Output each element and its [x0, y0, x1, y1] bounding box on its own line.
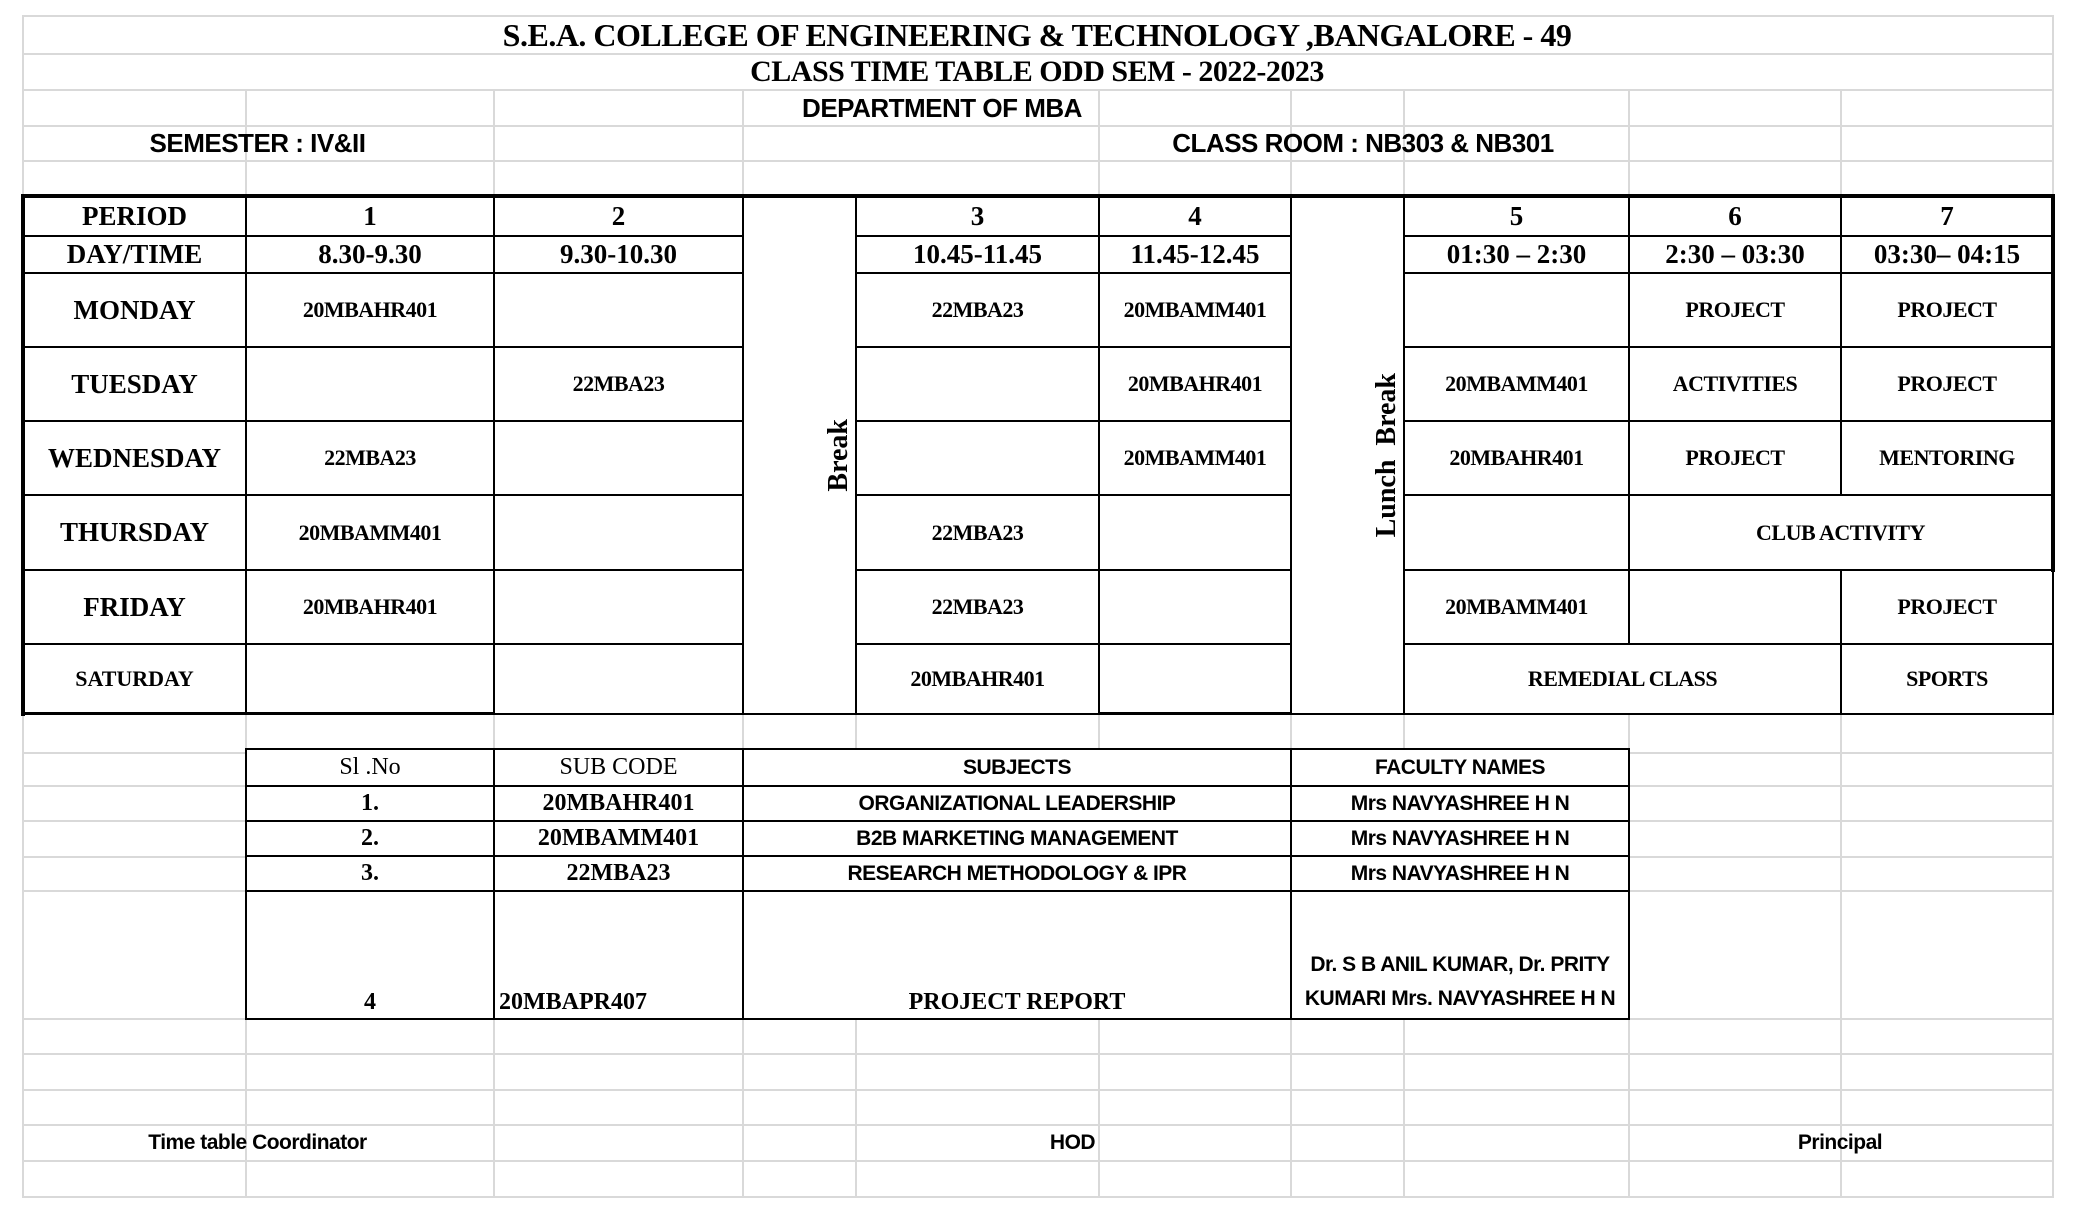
subjects-header-slno: Sl .No — [245, 748, 495, 787]
timetable-cell — [855, 420, 1100, 496]
period-number: 3 — [855, 195, 1100, 237]
timetable-cell: ACTIVITIES — [1628, 346, 1842, 422]
timetable-cell — [1403, 494, 1630, 571]
day-label-monday: MONDAY — [22, 272, 247, 348]
subject-name: ORGANIZATIONAL LEADERSHIP — [742, 785, 1292, 822]
timetable-cell: 20MBAHR401 — [1403, 420, 1630, 496]
college-title: S.E.A. COLLEGE OF ENGINEERING & TECHNOLOGY ,BANGALORE - 49 — [502, 16, 1572, 53]
timetable-cell: 20MBAHR401 — [855, 643, 1100, 715]
timetable-cell — [1628, 569, 1842, 645]
day-label-wednesday: WEDNESDAY — [22, 420, 247, 496]
grid-line — [493, 1018, 495, 1198]
period-number: 2 — [493, 195, 744, 237]
grid-line — [22, 1160, 2052, 1162]
subject-slno: 2. — [245, 820, 495, 857]
timetable-cell: 20MBAHR401 — [245, 569, 495, 645]
timetable-cell: SPORTS — [1840, 643, 2054, 715]
table-border-left — [21, 194, 25, 716]
timetable-cell — [1098, 643, 1292, 715]
period-time: 8.30-9.30 — [245, 235, 495, 274]
grid-line — [22, 1196, 2052, 1198]
grid-line — [1840, 89, 1842, 195]
subject-code: 22MBA23 — [493, 855, 744, 892]
period-time: 9.30-10.30 — [493, 235, 744, 274]
grid-line — [22, 856, 245, 858]
timetable-cell: PROJECT — [1840, 569, 2054, 645]
subjects-header-code: SUB CODE — [493, 748, 744, 787]
timetable-cell: 20MBAHR401 — [245, 272, 495, 348]
grid-line — [855, 1018, 857, 1198]
timetable-cell — [493, 643, 744, 715]
timetable-cell: 22MBA23 — [245, 420, 495, 496]
daytime-label: DAY/TIME — [22, 235, 247, 274]
timetable-cell — [245, 346, 495, 422]
period-time: 03:30– 04:15 — [1840, 235, 2054, 274]
timetable-cell: 22MBA23 — [493, 346, 744, 422]
period-time: 01:30 – 2:30 — [1403, 235, 1630, 274]
grid-line — [493, 89, 495, 195]
subject-name: RESEARCH METHODOLOGY & IPR — [742, 855, 1292, 892]
grid-line — [742, 1018, 744, 1198]
subject-name: B2B MARKETING MANAGEMENT — [742, 820, 1292, 857]
subject-faculty: Mrs NAVYASHREE H N — [1290, 855, 1630, 892]
timetable-cell-merged: REMEDIAL CLASS — [1403, 643, 1842, 715]
timetable-title: CLASS TIME TABLE ODD SEM - 2022-2023 — [750, 55, 1324, 88]
timetable-cell: PROJECT — [1840, 272, 2054, 348]
table-border-right — [2051, 194, 2055, 572]
signature-hod: HOD — [1049, 1131, 1096, 1154]
day-label-tuesday: TUESDAY — [22, 346, 247, 422]
subject-faculty: Mrs NAVYASHREE H N — [1290, 785, 1630, 822]
break-label: Break — [823, 418, 854, 492]
classroom-label: CLASS ROOM : NB303 & NB301 — [1172, 128, 1554, 158]
semester-label: SEMESTER : IV&II — [149, 128, 366, 158]
table-border-top — [21, 194, 2055, 198]
timetable-cell: 20MBAMM401 — [1403, 346, 1630, 422]
department-label: DEPARTMENT OF MBA — [802, 92, 1082, 123]
subject-slno: 4 — [245, 890, 495, 1020]
period-label: PERIOD — [22, 195, 247, 237]
grid-line — [22, 1053, 2052, 1055]
timetable-cell: PROJECT — [1628, 420, 1842, 496]
period-number: 4 — [1098, 195, 1292, 237]
day-label-friday: FRIDAY — [22, 569, 247, 645]
timetable-cell: 22MBA23 — [855, 569, 1100, 645]
period-number: 5 — [1403, 195, 1630, 237]
grid-line — [1403, 1018, 1405, 1198]
subject-slno: 3. — [245, 855, 495, 892]
lunch-break-column — [1290, 195, 1405, 715]
subject-code: 20MBAPR407 — [493, 890, 744, 1020]
signature-coordinator: Time table Coordinator — [148, 1131, 367, 1154]
timetable-cell: 20MBAMM401 — [1098, 272, 1292, 348]
period-number: 1 — [245, 195, 495, 237]
period-number: 6 — [1628, 195, 1842, 237]
subject-slno: 1. — [245, 785, 495, 822]
grid-line — [1628, 89, 1630, 195]
timetable-cell — [855, 346, 1100, 422]
timetable-cell — [493, 569, 744, 645]
timetable-cell — [1098, 569, 1292, 645]
period-time: 11.45-12.45 — [1098, 235, 1292, 274]
subject-faculty: Dr. S B ANIL KUMAR, Dr. PRITY KUMARI Mrs. NAVYASHREE H N — [1290, 890, 1630, 1020]
timetable-cell — [493, 272, 744, 348]
period-time: 2:30 – 03:30 — [1628, 235, 1842, 274]
period-time: 10.45-11.45 — [855, 235, 1100, 274]
grid-line — [22, 1089, 2052, 1091]
grid-line — [22, 820, 245, 822]
timetable-cell: 22MBA23 — [855, 494, 1100, 571]
subjects-header-faculty: FACULTY NAMES — [1290, 748, 1630, 787]
timetable-cell: PROJECT — [1840, 346, 2054, 422]
day-label-thursday: THURSDAY — [22, 494, 247, 571]
grid-line — [22, 890, 245, 892]
day-label-saturday: SATURDAY — [22, 643, 247, 715]
subject-code: 20MBAHR401 — [493, 785, 744, 822]
timetable-cell — [245, 643, 495, 715]
grid-line — [22, 160, 2052, 162]
timetable-cell: 22MBA23 — [855, 272, 1100, 348]
timetable-cell-merged: CLUB ACTIVITY — [1628, 494, 2054, 571]
grid-line — [1628, 1018, 1630, 1198]
grid-line — [245, 1018, 247, 1198]
timetable-cell: MENTORING — [1840, 420, 2054, 496]
period-number: 7 — [1840, 195, 2054, 237]
subjects-header-subjects: SUBJECTS — [742, 748, 1292, 787]
grid-line — [1098, 1018, 1100, 1198]
timetable-cell — [493, 420, 744, 496]
subject-code: 20MBAMM401 — [493, 820, 744, 857]
signature-principal: Principal — [1797, 1131, 1883, 1154]
timetable-cell: PROJECT — [1628, 272, 1842, 348]
timetable-cell: 20MBAMM401 — [245, 494, 495, 571]
timetable-cell: 20MBAMM401 — [1403, 569, 1630, 645]
timetable-cell — [493, 494, 744, 571]
break-column — [742, 195, 857, 715]
lunch-break-label: Lunch Break — [1371, 372, 1402, 538]
subject-faculty: Mrs NAVYASHREE H N — [1290, 820, 1630, 857]
timetable-cell — [1403, 272, 1630, 348]
subject-name: PROJECT REPORT — [742, 890, 1292, 1020]
grid-line — [22, 785, 245, 787]
timetable-cell: 20MBAHR401 — [1098, 346, 1292, 422]
grid-line — [1290, 1018, 1292, 1198]
timetable-cell: 20MBAMM401 — [1098, 420, 1292, 496]
timetable-cell — [1098, 494, 1292, 571]
